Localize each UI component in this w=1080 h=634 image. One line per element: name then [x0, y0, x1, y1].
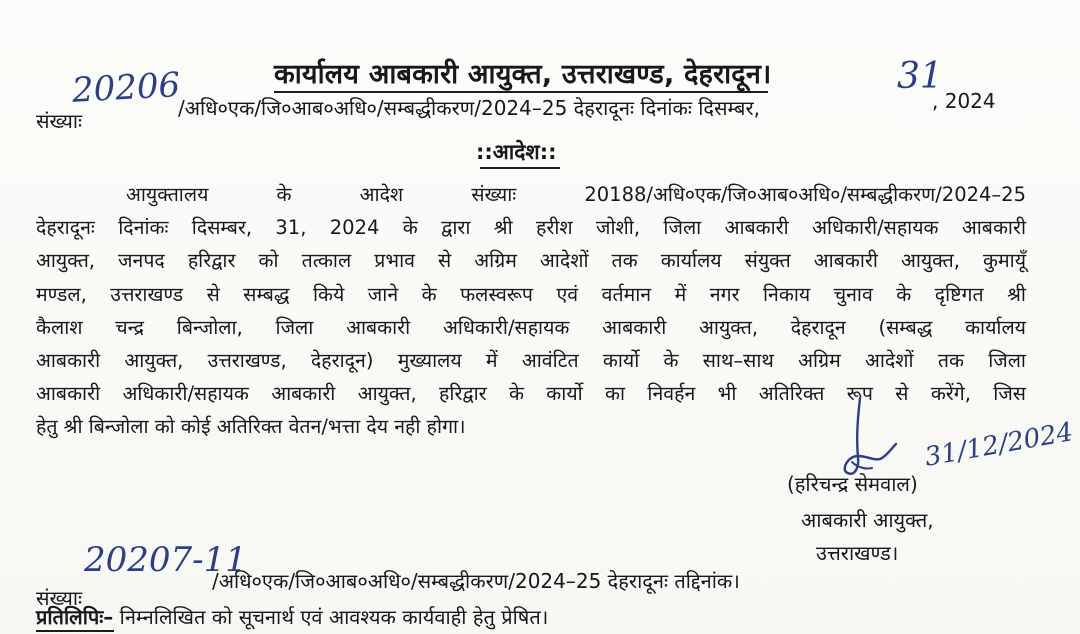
order-body-line: देहरादूनः दिनांकः दिसम्बर, 31, 2024 के द्वारा श्री हरीश जोशी, जिला आबकारी अधिकारी/सहायक आबकारी	[36, 216, 1026, 240]
order-body-line: आबकारी अधिकारी/सहायक आबकारी आयुक्त, हरिद्वार के कार्यो का निवर्हन भी अतिरिक्त रूप से करेंगे, जिस	[36, 382, 1026, 406]
handwritten-day: 31	[897, 56, 943, 97]
signatory-name: (हरिचन्द्र सेमवाल)	[787, 472, 918, 496]
copy-to-underline	[36, 630, 114, 632]
handwritten-reference-number: 20206	[71, 65, 182, 111]
signatory-state: उत्तराखण्ड।	[816, 541, 899, 565]
reference-2-text: /अधि०एक/जि०आब०अधि०/सम्बद्धीकरण/2024–25 देहरादूनः तद्दिनांक।	[212, 569, 740, 593]
order-body-line: हेतु श्री बिन्जोला को कोई अतिरिक्त वेतन/भत्ता देय नही होगा।	[36, 415, 466, 439]
order-heading-underline	[480, 167, 560, 169]
order-heading: ::आदेश::	[476, 140, 557, 164]
handwritten-reference-number-2: 20207-11	[84, 540, 247, 580]
title-underline	[274, 91, 768, 93]
order-body-line: आयुक्त, जनपद हरिद्वार को तत्काल प्रभाव से अग्रिम आदेशों तक कार्यालय संयुक्त आबकारी आयुक्त, कुमायूँ	[36, 249, 1026, 273]
order-body-line: मण्डल, उत्तराखण्ड से सम्बद्ध किये जाने के फलस्वरूप एवं वर्तमान में नगर निकाय चुनाव के दृष्टिगत श्री	[36, 282, 1026, 306]
signatory-designation: आबकारी आयुक्त,	[801, 508, 934, 532]
order-body-line: आबकारी आयुक्त, उत्तराखण्ड, देहरादून) मुख्यालय में आवंटित कार्यो के साथ–साथ अग्रिम आदेशों तक जिला	[36, 348, 1026, 372]
reference-2-label: संख्याः	[36, 586, 83, 610]
reference-label: संख्याः	[36, 109, 83, 133]
handwritten-sign-date: 31/12/2024	[922, 417, 1076, 473]
office-title: कार्यालय आबकारी आयुक्त, उत्तराखण्ड, देहरादून।	[274, 59, 772, 90]
reference-year: , 2024	[932, 89, 996, 113]
reference-text: /अधि०एक/जि०आब०अधि०/सम्बद्धीकरण/2024–25 देहरादूनः दिनांकः दिसम्बर,	[178, 96, 761, 120]
order-body-line: आयुक्तालय के आदेश संख्याः 20188/अधि०एक/जि०आब०अधि०/सम्बद्धीकरण/2024–25	[126, 183, 1026, 206]
order-body-line: कैलाश चन्द्र बिन्जोला, जिला आबकारी अधिकारी/सहायक आबकारी आयुक्त, देहरादून (सम्बद्ध कार्यालय	[36, 315, 1026, 339]
copy-to-text: निम्नलिखित को सूचनार्थ एवं आवश्यक कार्यवाही हेतु प्रेषित।	[113, 605, 549, 629]
copy-to-label: प्रतिलिपिः–	[36, 605, 114, 629]
copy-to-line	[36, 603, 548, 630]
